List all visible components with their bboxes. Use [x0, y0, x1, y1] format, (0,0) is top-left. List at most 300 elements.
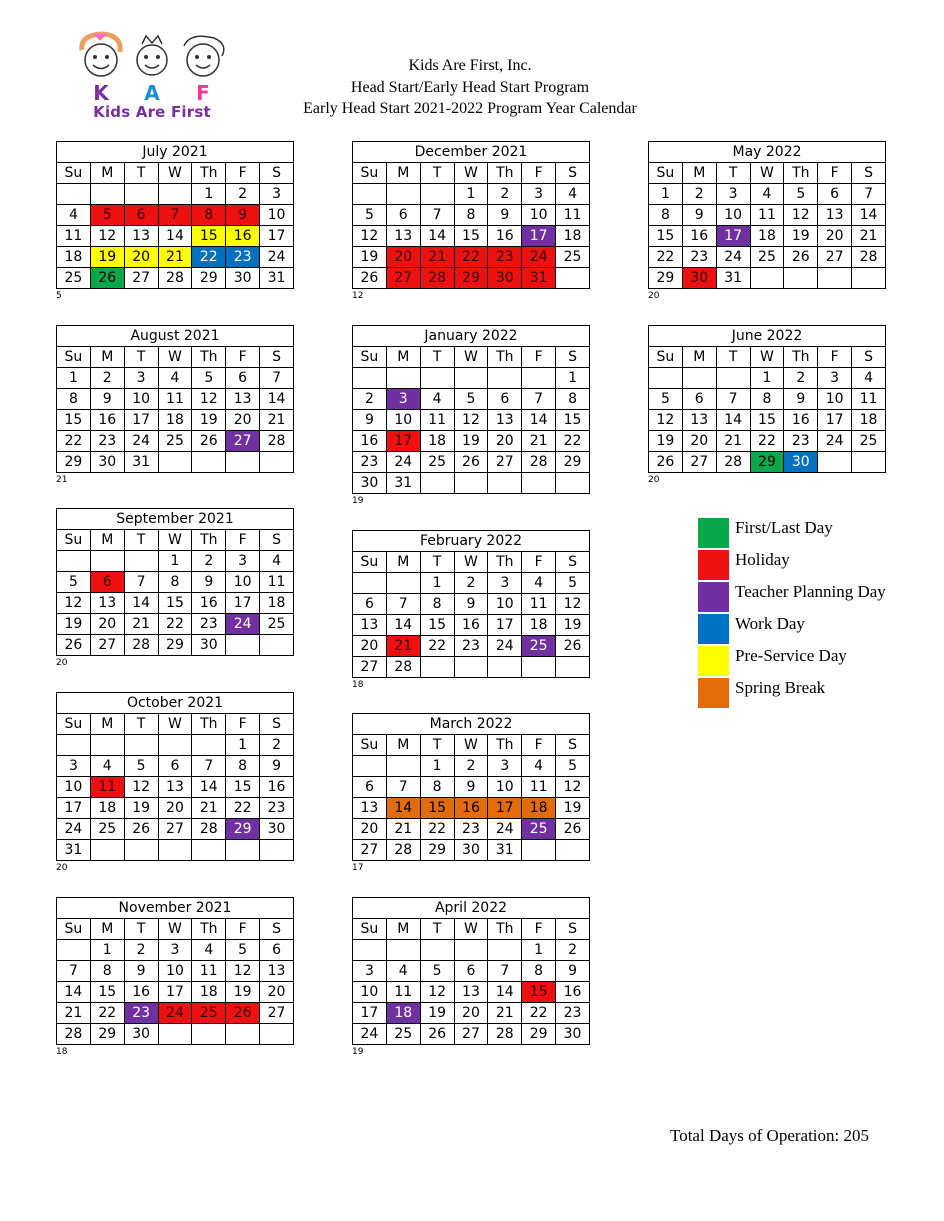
- empty-day-cell: [353, 368, 387, 389]
- day-cell: 26: [556, 636, 590, 657]
- month-day-count: 17: [352, 863, 364, 873]
- day-cell: 6: [226, 368, 260, 389]
- month-day-count: 5: [56, 291, 62, 301]
- month-day-count: 21: [56, 475, 68, 485]
- day-cell: 3: [353, 961, 387, 982]
- weekday-header: Su: [649, 163, 683, 184]
- legend-swatch: [698, 678, 729, 708]
- day-cell: 26: [57, 635, 91, 656]
- day-cell: 8: [226, 756, 260, 777]
- empty-day-cell: [226, 635, 260, 656]
- day-cell: 18: [522, 615, 556, 636]
- day-cell: 26: [454, 452, 488, 473]
- month-calendar-april-2022: [352, 897, 590, 1057]
- weekday-header: W: [158, 347, 192, 368]
- day-cell: 29: [420, 840, 454, 861]
- day-cell: 13: [488, 410, 522, 431]
- empty-day-cell: [124, 840, 158, 861]
- day-cell: 23: [454, 636, 488, 657]
- day-cell: 28: [386, 657, 420, 678]
- day-cell: 29: [522, 1024, 556, 1045]
- day-cell: 8: [649, 205, 683, 226]
- day-cell: 19: [556, 615, 590, 636]
- month-day-count: 20: [648, 291, 660, 301]
- day-cell: 31: [57, 840, 91, 861]
- day-cell: 11: [522, 594, 556, 615]
- weekday-header: Su: [57, 919, 91, 940]
- day-cell: 21: [386, 819, 420, 840]
- day-cell: 17: [488, 615, 522, 636]
- weekday-header: S: [852, 163, 886, 184]
- weekday-header: F: [226, 714, 260, 735]
- day-cell: 25: [260, 614, 294, 635]
- month-calendar-october-2021: [56, 692, 294, 873]
- day-cell: 10: [260, 205, 294, 226]
- day-cell: 18: [556, 226, 590, 247]
- empty-day-cell: [522, 368, 556, 389]
- day-cell: 30: [353, 473, 387, 494]
- day-cell: 28: [716, 452, 750, 473]
- day-cell: 25: [158, 431, 192, 452]
- weekday-header: W: [158, 714, 192, 735]
- day-cell: 13: [353, 615, 387, 636]
- logo-kids-icon: [72, 30, 232, 105]
- day-cell: 25: [556, 247, 590, 268]
- day-cell: 29: [158, 635, 192, 656]
- day-cell: 28: [124, 635, 158, 656]
- day-cell: 10: [522, 205, 556, 226]
- month-day-count: 20: [56, 863, 68, 873]
- month-table: [352, 897, 590, 1045]
- month-title: November 2021: [57, 898, 294, 919]
- weekday-header: T: [716, 347, 750, 368]
- weekday-header: S: [556, 552, 590, 573]
- weekday-header: Su: [57, 714, 91, 735]
- weekday-header: F: [522, 552, 556, 573]
- day-cell: 5: [57, 572, 91, 593]
- empty-day-cell: [556, 840, 590, 861]
- day-cell: 13: [818, 205, 852, 226]
- weekday-header: W: [454, 735, 488, 756]
- day-cell: 11: [386, 982, 420, 1003]
- day-cell: 24: [353, 1024, 387, 1045]
- weekday-header: Th: [784, 163, 818, 184]
- day-cell: 4: [158, 368, 192, 389]
- day-cell: 10: [124, 389, 158, 410]
- day-cell: 12: [226, 961, 260, 982]
- day-cell: 9: [90, 389, 124, 410]
- weekday-header: Su: [353, 347, 387, 368]
- day-cell: 25: [90, 819, 124, 840]
- day-cell: 1: [649, 184, 683, 205]
- month-day-count: 20: [648, 475, 660, 485]
- day-cell: 7: [386, 594, 420, 615]
- day-cell: 6: [454, 961, 488, 982]
- day-cell: 16: [192, 593, 226, 614]
- day-cell: 10: [226, 572, 260, 593]
- weekday-header: F: [226, 919, 260, 940]
- day-cell: 5: [90, 205, 124, 226]
- weekday-header: T: [716, 163, 750, 184]
- day-cell: 17: [716, 226, 750, 247]
- day-cell: 8: [522, 961, 556, 982]
- day-cell: 6: [682, 389, 716, 410]
- day-cell: 29: [192, 268, 226, 289]
- day-cell: 3: [488, 756, 522, 777]
- month-title: September 2021: [57, 509, 294, 530]
- day-cell: 19: [353, 247, 387, 268]
- day-cell: 22: [454, 247, 488, 268]
- day-cell: 15: [750, 410, 784, 431]
- empty-day-cell: [158, 1024, 192, 1045]
- month-title: May 2022: [649, 142, 886, 163]
- empty-day-cell: [353, 940, 387, 961]
- day-cell: 16: [90, 410, 124, 431]
- day-cell: 16: [353, 431, 387, 452]
- day-cell: 25: [386, 1024, 420, 1045]
- empty-day-cell: [420, 473, 454, 494]
- day-cell: 24: [818, 431, 852, 452]
- day-cell: 21: [420, 247, 454, 268]
- weekday-header: Th: [192, 919, 226, 940]
- weekday-header: S: [556, 163, 590, 184]
- weekday-header: Su: [353, 735, 387, 756]
- day-cell: 24: [488, 636, 522, 657]
- day-cell: 3: [124, 368, 158, 389]
- empty-day-cell: [750, 268, 784, 289]
- day-cell: 16: [124, 982, 158, 1003]
- day-cell: 22: [226, 798, 260, 819]
- month-title: June 2022: [649, 326, 886, 347]
- day-cell: 14: [57, 982, 91, 1003]
- day-cell: 9: [682, 205, 716, 226]
- legend-label: Pre-Service Day: [735, 646, 847, 665]
- day-cell: 27: [353, 840, 387, 861]
- weekday-header: F: [226, 347, 260, 368]
- day-cell: 2: [454, 756, 488, 777]
- day-cell: 16: [682, 226, 716, 247]
- weekday-header: S: [556, 735, 590, 756]
- day-cell: 16: [260, 777, 294, 798]
- empty-day-cell: [192, 452, 226, 473]
- empty-day-cell: [488, 657, 522, 678]
- day-cell: 3: [260, 184, 294, 205]
- day-cell: 30: [226, 268, 260, 289]
- day-cell: 7: [716, 389, 750, 410]
- empty-day-cell: [716, 368, 750, 389]
- day-cell: 24: [386, 452, 420, 473]
- day-cell: 7: [158, 205, 192, 226]
- day-cell: 7: [420, 205, 454, 226]
- day-cell: 15: [90, 982, 124, 1003]
- empty-day-cell: [682, 368, 716, 389]
- weekday-header: T: [124, 347, 158, 368]
- day-cell: 3: [716, 184, 750, 205]
- weekday-header: W: [454, 163, 488, 184]
- day-cell: 1: [556, 368, 590, 389]
- month-calendar-january-2022: [352, 325, 590, 506]
- month-title: March 2022: [353, 714, 590, 735]
- weekday-header: F: [226, 163, 260, 184]
- day-cell: 26: [649, 452, 683, 473]
- day-cell: 4: [556, 184, 590, 205]
- day-cell: 23: [682, 247, 716, 268]
- weekday-header: S: [260, 714, 294, 735]
- day-cell: 11: [556, 205, 590, 226]
- empty-day-cell: [420, 368, 454, 389]
- weekday-header: Th: [488, 552, 522, 573]
- month-table: [648, 141, 886, 289]
- day-cell: 5: [649, 389, 683, 410]
- weekday-header: M: [90, 530, 124, 551]
- day-cell: 1: [420, 573, 454, 594]
- day-cell: 6: [386, 205, 420, 226]
- weekday-header: Th: [784, 347, 818, 368]
- empty-day-cell: [226, 1024, 260, 1045]
- empty-day-cell: [158, 184, 192, 205]
- empty-day-cell: [556, 268, 590, 289]
- day-cell: 9: [454, 594, 488, 615]
- legend-swatch: [698, 614, 729, 644]
- day-cell: 12: [556, 777, 590, 798]
- day-cell: 14: [386, 615, 420, 636]
- day-cell: 11: [750, 205, 784, 226]
- day-cell: 30: [488, 268, 522, 289]
- day-cell: 27: [386, 268, 420, 289]
- day-cell: 8: [57, 389, 91, 410]
- logo-letter-a: A: [144, 81, 160, 105]
- day-cell: 17: [522, 226, 556, 247]
- day-cell: 29: [226, 819, 260, 840]
- day-cell: 15: [420, 798, 454, 819]
- day-cell: 14: [260, 389, 294, 410]
- empty-day-cell: [784, 268, 818, 289]
- day-cell: 8: [420, 777, 454, 798]
- weekday-header: Th: [488, 347, 522, 368]
- day-cell: 1: [454, 184, 488, 205]
- day-cell: 18: [260, 593, 294, 614]
- month-title: August 2021: [57, 326, 294, 347]
- weekday-header: Su: [57, 347, 91, 368]
- day-cell: 14: [852, 205, 886, 226]
- legend-swatch: [698, 550, 729, 580]
- day-cell: 20: [454, 1003, 488, 1024]
- month-day-count: 20: [56, 658, 68, 668]
- day-cell: 18: [158, 410, 192, 431]
- month-title: December 2021: [353, 142, 590, 163]
- day-cell: 14: [522, 410, 556, 431]
- day-cell: 25: [750, 247, 784, 268]
- day-cell: 4: [57, 205, 91, 226]
- day-cell: 19: [192, 410, 226, 431]
- day-cell: 14: [192, 777, 226, 798]
- weekday-header: M: [386, 919, 420, 940]
- day-cell: 28: [488, 1024, 522, 1045]
- day-cell: 18: [750, 226, 784, 247]
- weekday-header: F: [818, 347, 852, 368]
- weekday-header: F: [522, 735, 556, 756]
- day-cell: 1: [158, 551, 192, 572]
- day-cell: 12: [192, 389, 226, 410]
- empty-day-cell: [90, 184, 124, 205]
- day-cell: 4: [852, 368, 886, 389]
- day-cell: 9: [488, 205, 522, 226]
- day-cell: 6: [90, 572, 124, 593]
- day-cell: 22: [192, 247, 226, 268]
- weekday-header: M: [682, 347, 716, 368]
- day-cell: 5: [454, 389, 488, 410]
- day-cell: 4: [750, 184, 784, 205]
- day-cell: 21: [158, 247, 192, 268]
- day-cell: 14: [488, 982, 522, 1003]
- day-cell: 13: [454, 982, 488, 1003]
- day-cell: 11: [158, 389, 192, 410]
- weekday-header: F: [226, 530, 260, 551]
- day-cell: 4: [192, 940, 226, 961]
- day-cell: 1: [522, 940, 556, 961]
- logo-letter-f: F: [196, 81, 210, 105]
- day-cell: 16: [556, 982, 590, 1003]
- month-title: January 2022: [353, 326, 590, 347]
- day-cell: 28: [158, 268, 192, 289]
- day-cell: 7: [124, 572, 158, 593]
- day-cell: 25: [420, 452, 454, 473]
- day-cell: 19: [57, 614, 91, 635]
- day-cell: 11: [852, 389, 886, 410]
- day-cell: 19: [454, 431, 488, 452]
- empty-day-cell: [260, 635, 294, 656]
- day-cell: 9: [260, 756, 294, 777]
- day-cell: 21: [192, 798, 226, 819]
- day-cell: 1: [57, 368, 91, 389]
- empty-day-cell: [260, 1024, 294, 1045]
- day-cell: 9: [124, 961, 158, 982]
- day-cell: 13: [353, 798, 387, 819]
- day-cell: 4: [260, 551, 294, 572]
- month-table: [56, 508, 294, 656]
- day-cell: 30: [556, 1024, 590, 1045]
- day-cell: 19: [226, 982, 260, 1003]
- day-cell: 17: [818, 410, 852, 431]
- day-cell: 28: [386, 840, 420, 861]
- day-cell: 20: [90, 614, 124, 635]
- logo-text: Kids Are First: [93, 103, 211, 121]
- day-cell: 6: [158, 756, 192, 777]
- month-table: [352, 713, 590, 861]
- day-cell: 14: [420, 226, 454, 247]
- day-cell: 21: [386, 636, 420, 657]
- day-cell: 2: [784, 368, 818, 389]
- day-cell: 13: [90, 593, 124, 614]
- day-cell: 7: [488, 961, 522, 982]
- empty-day-cell: [158, 840, 192, 861]
- weekday-header: M: [386, 347, 420, 368]
- weekday-header: T: [420, 735, 454, 756]
- day-cell: 12: [57, 593, 91, 614]
- weekday-header: Th: [488, 163, 522, 184]
- weekday-header: M: [90, 347, 124, 368]
- day-cell: 10: [57, 777, 91, 798]
- day-cell: 24: [716, 247, 750, 268]
- day-cell: 20: [386, 247, 420, 268]
- month-table: [56, 141, 294, 289]
- empty-day-cell: [488, 940, 522, 961]
- empty-day-cell: [90, 551, 124, 572]
- logo: [72, 30, 232, 125]
- month-calendar-march-2022: [352, 713, 590, 873]
- day-cell: 16: [226, 226, 260, 247]
- day-cell: 29: [454, 268, 488, 289]
- day-cell: 26: [556, 819, 590, 840]
- day-cell: 13: [260, 961, 294, 982]
- empty-day-cell: [353, 756, 387, 777]
- day-cell: 23: [226, 247, 260, 268]
- day-cell: 31: [522, 268, 556, 289]
- day-cell: 23: [556, 1003, 590, 1024]
- day-cell: 20: [226, 410, 260, 431]
- day-cell: 1: [420, 756, 454, 777]
- month-day-count: 18: [56, 1047, 68, 1057]
- weekday-header: T: [420, 552, 454, 573]
- day-cell: 28: [57, 1024, 91, 1045]
- day-cell: 15: [454, 226, 488, 247]
- day-cell: 23: [454, 819, 488, 840]
- empty-day-cell: [192, 840, 226, 861]
- weekday-header: Su: [57, 530, 91, 551]
- day-cell: 17: [488, 798, 522, 819]
- month-calendar-june-2022: [648, 325, 886, 485]
- weekday-header: S: [260, 347, 294, 368]
- month-calendar-september-2021: [56, 508, 294, 668]
- weekday-header: M: [386, 552, 420, 573]
- day-cell: 4: [386, 961, 420, 982]
- day-cell: 20: [158, 798, 192, 819]
- empty-day-cell: [386, 368, 420, 389]
- day-cell: 5: [353, 205, 387, 226]
- day-cell: 27: [90, 635, 124, 656]
- legend-label: Holiday: [735, 550, 790, 569]
- day-cell: 30: [682, 268, 716, 289]
- day-cell: 17: [124, 410, 158, 431]
- weekday-header: M: [90, 714, 124, 735]
- day-cell: 24: [124, 431, 158, 452]
- day-cell: 31: [716, 268, 750, 289]
- day-cell: 7: [386, 777, 420, 798]
- month-day-count: 12: [352, 291, 364, 301]
- day-cell: 9: [226, 205, 260, 226]
- day-cell: 12: [649, 410, 683, 431]
- day-cell: 9: [784, 389, 818, 410]
- day-cell: 13: [124, 226, 158, 247]
- weekday-header: T: [420, 347, 454, 368]
- empty-day-cell: [57, 940, 91, 961]
- day-cell: 10: [818, 389, 852, 410]
- empty-day-cell: [454, 940, 488, 961]
- weekday-header: Th: [192, 347, 226, 368]
- weekday-header: W: [158, 919, 192, 940]
- day-cell: 25: [852, 431, 886, 452]
- day-cell: 27: [353, 657, 387, 678]
- day-cell: 7: [852, 184, 886, 205]
- day-cell: 29: [750, 452, 784, 473]
- weekday-header: S: [260, 919, 294, 940]
- month-table: [648, 325, 886, 473]
- weekday-header: F: [522, 163, 556, 184]
- day-cell: 26: [226, 1003, 260, 1024]
- day-cell: 24: [522, 247, 556, 268]
- weekday-header: M: [90, 163, 124, 184]
- day-cell: 21: [260, 410, 294, 431]
